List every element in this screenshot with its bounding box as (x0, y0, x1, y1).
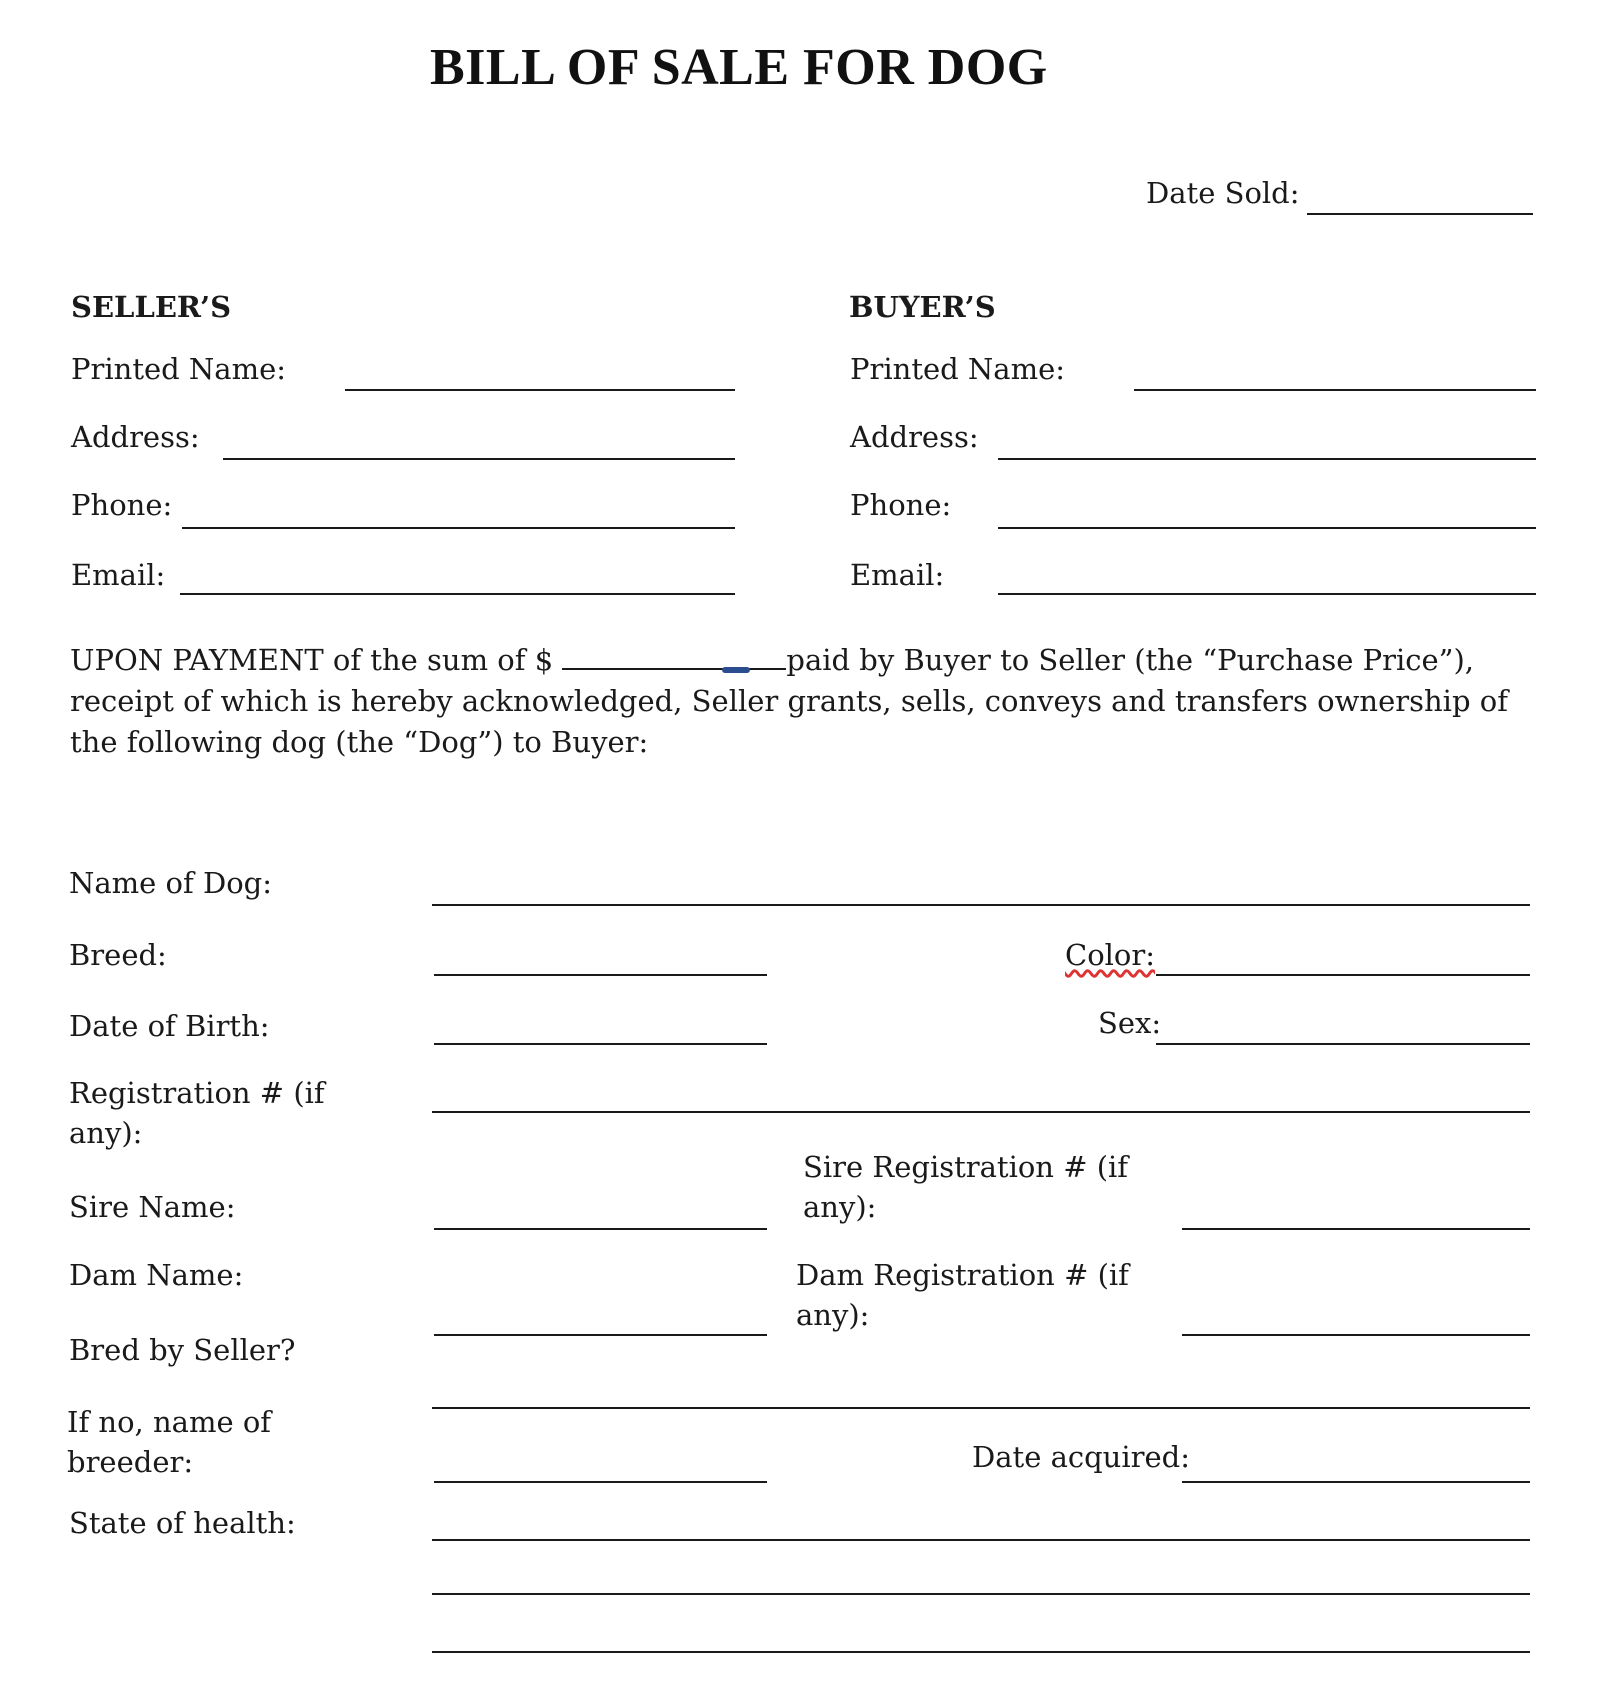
buyer-address-field[interactable] (998, 458, 1536, 460)
sex-label: Sex: (1098, 1006, 1162, 1040)
seller-heading: SELLER’S (71, 290, 232, 324)
date-acquired-label: Date acquired: (972, 1440, 1190, 1474)
sire-name-field[interactable] (434, 1228, 767, 1230)
payment-paragraph (70, 640, 1510, 763)
name-of-dog-field[interactable] (432, 904, 1530, 906)
buyer-heading: BUYER’S (849, 290, 996, 324)
seller-email-field[interactable] (180, 593, 735, 595)
sire-registration-label-line2: any): (803, 1190, 877, 1224)
date-acquired-field[interactable] (1182, 1481, 1530, 1483)
seller-phone-label: Phone: (71, 488, 173, 522)
buyer-printed-name-field[interactable] (1134, 389, 1536, 391)
state-of-health-field-2[interactable] (432, 1593, 1530, 1595)
bred-by-seller-field[interactable] (432, 1407, 1530, 1409)
payment-text-start: UPON PAYMENT of the sum of $ (70, 643, 563, 677)
sire-registration-field[interactable] (1182, 1228, 1530, 1230)
seller-address-label: Address: (71, 420, 200, 454)
dam-name-field[interactable] (434, 1334, 767, 1336)
color-field[interactable] (1156, 974, 1530, 976)
state-of-health-field-3[interactable] (432, 1651, 1530, 1653)
sire-registration-label-line1: Sire Registration # (if (803, 1150, 1129, 1184)
date-sold-field[interactable] (1307, 213, 1533, 215)
color-label: Color: (1065, 938, 1156, 972)
name-of-dog-label: Name of Dog: (69, 866, 272, 900)
registration-field[interactable] (432, 1111, 1530, 1113)
buyer-email-field[interactable] (998, 593, 1536, 595)
breeder-name-field[interactable] (434, 1481, 767, 1483)
purchase-price-field[interactable] (562, 644, 786, 670)
date-of-birth-label: Date of Birth: (69, 1009, 270, 1043)
date-of-birth-field[interactable] (434, 1043, 767, 1045)
buyer-phone-field[interactable] (998, 527, 1536, 529)
sire-name-label: Sire Name: (69, 1190, 236, 1224)
state-of-health-label: State of health: (69, 1506, 296, 1540)
breeder-label-line1: If no, name of (67, 1405, 272, 1439)
registration-label-line1: Registration # (if (69, 1076, 325, 1110)
seller-printed-name-field[interactable] (345, 389, 735, 391)
breeder-label-line2: breeder: (67, 1445, 194, 1479)
cursor-marker-icon (722, 667, 750, 673)
seller-email-label: Email: (71, 558, 166, 592)
document-title: BILL OF SALE FOR DOG (430, 39, 1048, 96)
seller-phone-field[interactable] (182, 527, 735, 529)
seller-printed-name-label: Printed Name: (71, 352, 287, 386)
buyer-printed-name-label: Printed Name: (850, 352, 1066, 386)
dam-name-label: Dam Name: (69, 1258, 244, 1292)
dam-registration-field[interactable] (1182, 1334, 1530, 1336)
state-of-health-field-1[interactable] (432, 1539, 1530, 1541)
registration-label-line2: any): (69, 1116, 143, 1150)
date-sold-label: Date Sold: (1146, 176, 1300, 210)
sex-field[interactable] (1156, 1043, 1530, 1045)
dam-registration-label-line1: Dam Registration # (if (796, 1258, 1129, 1292)
seller-address-field[interactable] (223, 458, 735, 460)
dam-registration-label-line2: any): (796, 1298, 870, 1332)
breed-label: Breed: (69, 938, 167, 972)
buyer-address-label: Address: (850, 420, 979, 454)
payment-text-end: paid by Buyer to Seller (the “Purchase Price”), receipt of which is hereby acknowledged, Seller grants, sells, conveys and transfers ownership of the following dog (the “Dog”) to Buyer: (70, 643, 1508, 759)
buyer-email-label: Email: (850, 558, 945, 592)
buyer-phone-label: Phone: (850, 488, 952, 522)
bred-by-seller-label: Bred by Seller? (69, 1333, 296, 1367)
breed-field[interactable] (434, 974, 767, 976)
